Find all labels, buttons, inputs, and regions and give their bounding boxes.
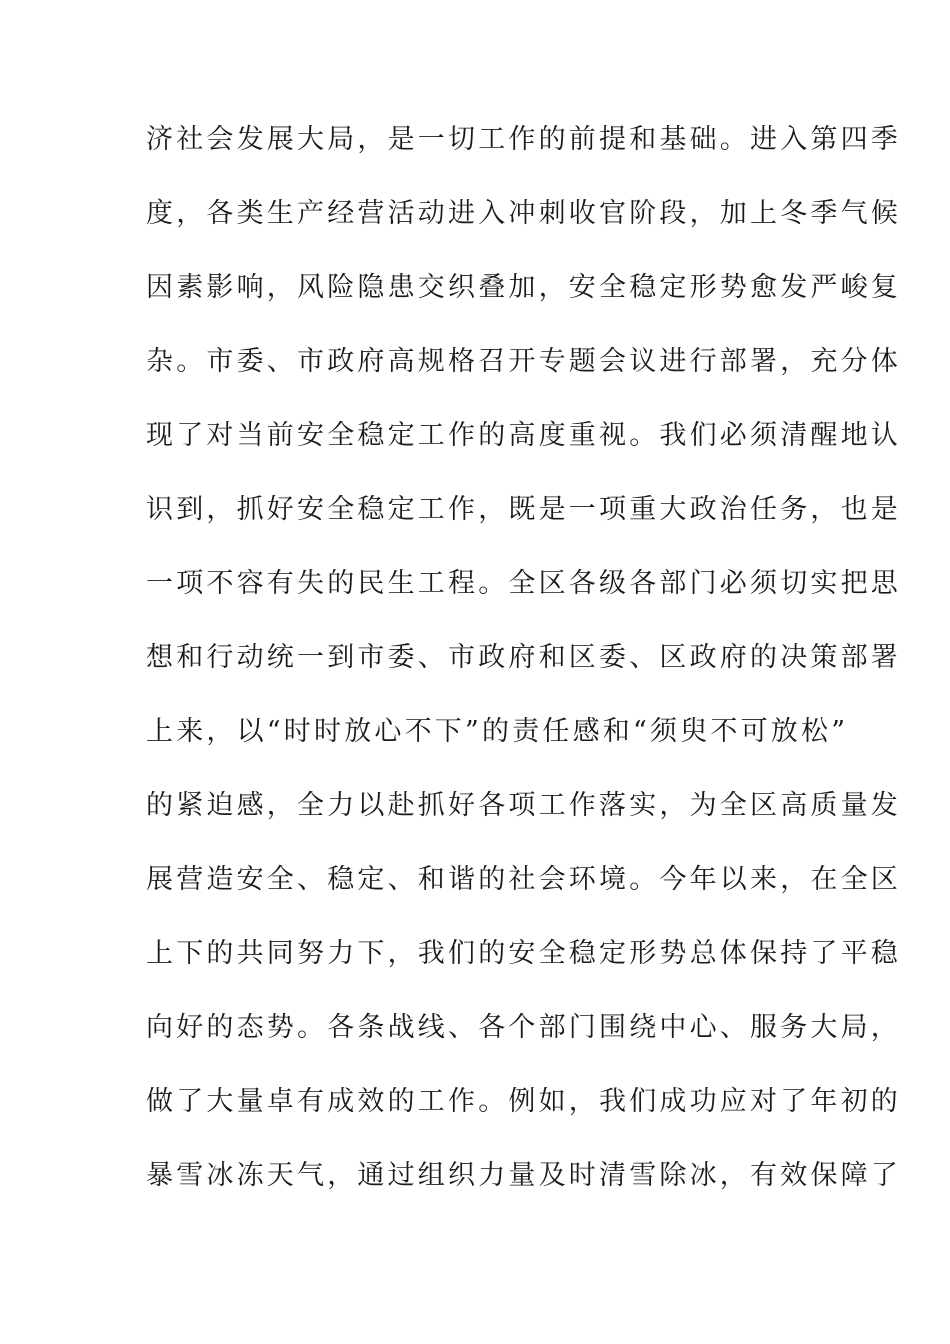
text-line: 度，各类生产经营活动进入冲刺收官阶段，加上冬季气候 [146,198,901,229]
text-line: 一项不容有失的民生工程。全区各级各部门必须切实把思 [146,568,901,599]
text-line: 济社会发展大局，是一切工作的前提和基础。进入第四季 [146,124,901,155]
text-line: 现了对当前安全稳定工作的高度重视。我们必须清醒地认 [146,420,901,451]
text-line: 杂。市委、市政府高规格召开专题会议进行部署，充分体 [146,346,901,377]
text-line: 上来，以“时时放心不下”的责任感和“须臾不可放松” [146,716,849,747]
text-line: 识到，抓好安全稳定工作，既是一项重大政治任务，也是 [146,494,901,525]
text-line: 上下的共同努力下，我们的安全稳定形势总体保持了平稳 [146,938,901,969]
text-line: 暴雪冰冻天气，通过组织力量及时清雪除冰，有效保障了 [146,1160,901,1191]
text-line: 因素影响，风险隐患交织叠加，安全稳定形势愈发严峻复 [146,272,901,303]
text-line: 想和行动统一到市委、市政府和区委、区政府的决策部署 [146,642,901,673]
text-line: 展营造安全、稳定、和谐的社会环境。今年以来，在全区 [146,864,901,895]
text-line: 的紧迫感，全力以赴抓好各项工作落实，为全区高质量发 [146,790,901,821]
text-line: 做了大量卓有成效的工作。例如，我们成功应对了年初的 [146,1086,901,1117]
text-line: 向好的态势。各条战线、各个部门围绕中心、服务大局， [146,1012,901,1043]
body-text [146,118,901,1228]
